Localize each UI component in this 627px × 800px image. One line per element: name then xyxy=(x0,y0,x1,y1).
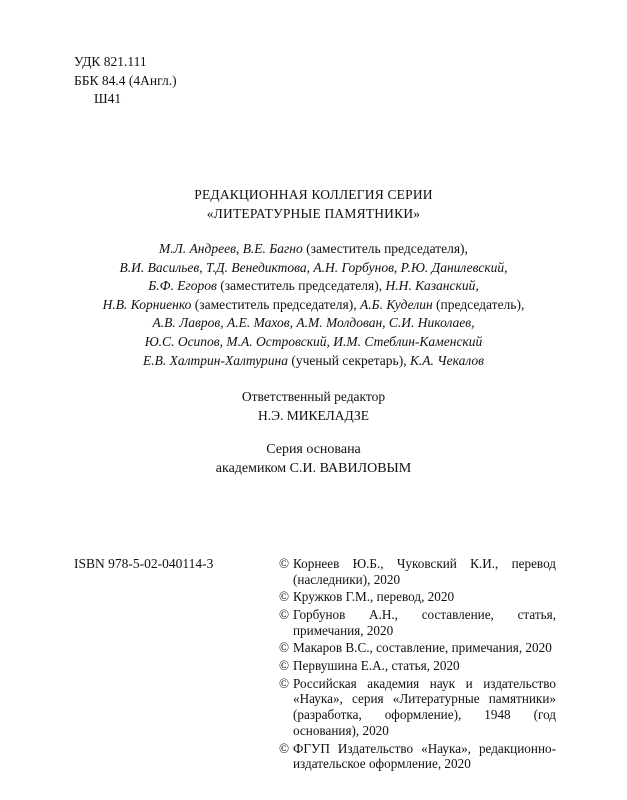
isbn: ISBN 978-5-02-040114-3 xyxy=(74,556,214,571)
copyright-text: Макаров В.С., составление, примечания, 2020 xyxy=(293,640,552,656)
member-role: (председатель), xyxy=(432,296,525,312)
copyright-item xyxy=(279,658,556,674)
board-title-line-1: РЕДАКЦИОННАЯ КОЛЛЕГИЯ СЕРИИ xyxy=(194,187,433,202)
board-member-line xyxy=(0,259,627,278)
copyright-symbol: © xyxy=(279,740,290,756)
board-member-line xyxy=(0,352,627,371)
copyright-symbol: © xyxy=(279,556,290,571)
copyright-text: Горбунов А.Н., составление, статья, примечания, 2020 xyxy=(293,606,556,638)
copyright-symbol: © xyxy=(279,640,290,656)
copyright-text: ФГУП Издательство «Наука», редакционно-издательское оформление, 2020 xyxy=(293,740,556,772)
series-line-1: Серия основана xyxy=(266,442,361,457)
copyright-text: Российская академия наук и издательство «Наука», серия «Литературные памятники» (разработка, оформление), 1948 (год основания), 2020 xyxy=(293,675,556,738)
member-role: , xyxy=(235,241,243,256)
board-member-line xyxy=(0,333,627,352)
board-member-line xyxy=(0,296,627,315)
copyright-item xyxy=(279,741,556,773)
copyright-item xyxy=(279,556,556,588)
copyright-item xyxy=(279,640,556,656)
member-name: В.Е. Багно xyxy=(242,241,303,256)
copyright-symbol: © xyxy=(279,675,290,691)
responsible-editor xyxy=(0,387,627,425)
board-member-line xyxy=(0,240,627,259)
copyright-symbol: © xyxy=(279,657,290,673)
member-name: Е.В. Халтрин-Халтурина xyxy=(143,352,288,368)
copyright-symbol: © xyxy=(279,606,290,622)
copyright-list xyxy=(279,556,556,774)
board-title-line-2: «ЛИТЕРАТУРНЫЕ ПАМЯТНИКИ» xyxy=(206,206,421,221)
editorial-board-members xyxy=(0,240,627,370)
copyright-text: Кружков Г.М., перевод, 2020 xyxy=(293,589,455,605)
copyright-item xyxy=(279,589,556,605)
copyright-item xyxy=(279,676,556,739)
member-role: (ученый секретарь), xyxy=(288,352,410,368)
copyright-symbol: © xyxy=(279,589,290,605)
member-name: Б.Ф. Егоров xyxy=(148,278,217,294)
copyright-text: Первушина Е.А., статья, 2020 xyxy=(293,657,460,673)
copyright-item xyxy=(279,607,556,639)
bbk-code: ББК 84.4 (4Англ.) xyxy=(74,72,177,88)
classification-codes xyxy=(74,53,177,109)
board-member-line xyxy=(0,277,627,296)
member-name: В.И. Васильев, Т.Д. Венедиктова, А.Н. Горбунов, Р.Ю. Данилевский, xyxy=(119,259,508,275)
member-name: Н.В. Корниенко xyxy=(102,296,192,312)
member-name: А.Б. Куделин xyxy=(360,296,433,312)
udk-code: УДК 821.111 xyxy=(74,54,147,69)
member-name: Ю.С. Осипов, М.А. Островский, И.М. Стеблин-Каменский xyxy=(144,333,483,349)
copyright-text: Корнеев Ю.Б., Чуковский К.И., перевод (наследники), 2020 xyxy=(293,556,556,587)
member-name: А.В. Лавров, А.Е. Махов, А.М. Молдован, С.И. Николаев, xyxy=(152,315,475,331)
editorial-board-title xyxy=(0,185,627,223)
member-name: Н.Н. Казанский, xyxy=(385,278,479,294)
series-founder xyxy=(0,441,627,478)
editor-label: Ответственный редактор xyxy=(241,389,386,404)
editor-name: Н.Э. МИКЕЛАДЗЕ xyxy=(257,408,370,423)
member-name: М.Л. Андреев xyxy=(159,241,236,256)
member-role: (заместитель председателя), xyxy=(191,296,360,312)
member-role: (заместитель председателя), xyxy=(216,278,386,294)
board-member-line xyxy=(0,314,627,333)
member-name: К.А. Чекалов xyxy=(409,352,484,368)
member-role: (заместитель председателя), xyxy=(302,241,468,256)
author-mark: Ш41 xyxy=(94,91,122,106)
series-line-2: академиком С.И. ВАВИЛОВЫМ xyxy=(215,460,412,476)
